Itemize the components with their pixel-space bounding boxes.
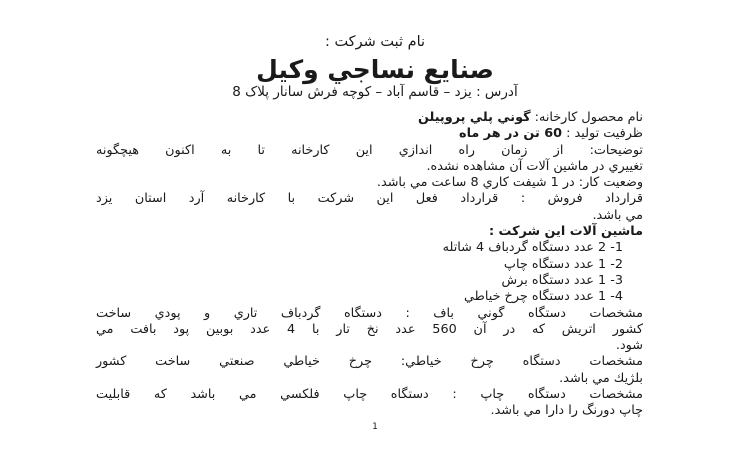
sewing-spec-line-2: بلژيك مي باشد. <box>559 370 643 386</box>
sales-contract-line-1 <box>96 191 643 207</box>
capacity-value: 60 تن در هر ماه <box>459 126 563 142</box>
machines-list <box>96 240 643 305</box>
sewing-spec-line-1: مشخصات دستگاه چرخ خياطي: چرخ خياطي صنعتي ساخت كشور <box>96 354 643 370</box>
description-text-1: از زمان راه اندازي اين كارخانه تا به اكنون هيچگونه <box>96 142 564 158</box>
page-number: 1 <box>372 422 378 432</box>
print-spec-line-1: مشخصات دستگاه چاپ : دستگاه چاپ فلكسي مي باشد كه قابليت <box>96 387 643 403</box>
product-line <box>96 110 643 126</box>
machine-item-2: 2- 1 عدد دستگاه چاپ <box>503 256 623 272</box>
registered-name-label: نام ثبت شرکت : <box>324 34 426 50</box>
description-line-1 <box>96 143 643 159</box>
capacity-line <box>96 126 643 142</box>
description-label: توضيحات: <box>589 142 643 158</box>
print-spec-line-2: چاپ دورنگ را دارا مي باشد. <box>490 403 643 419</box>
document-body <box>96 110 643 420</box>
machine-item-4: 4- 1 عدد دستگاه چرخ خياطي <box>463 289 623 305</box>
sales-contract-text-1: قرارداد فعل اين شركت با كارخانه آرد استان يزد <box>96 191 499 207</box>
machine-item-1: 1- 2 عدد دستگاه گردباف 4 شاتله <box>442 240 623 256</box>
loom-spec-line-2: كشور اتريش كه در آن 560 عدد نخ تار با 4 عدد بوبين پود بافت مي <box>96 321 643 337</box>
capacity-label: ظرفيت توليد : <box>566 126 643 142</box>
work-status-line <box>96 175 643 191</box>
product-value: گوني پلي پروپيلن <box>417 110 531 125</box>
machine-item-3: 3- 1 عدد دستگاه برش <box>501 272 623 288</box>
product-label: نام محصول كارخانه: <box>534 110 643 125</box>
machines-heading: ماشين آلات اين شركت : <box>488 224 643 240</box>
description-line-2: تغييري در ماشين آلات آن مشاهده نشده. <box>426 158 643 174</box>
address-label: آدرس : <box>476 84 518 100</box>
loom-spec-line-3: شود. <box>615 338 643 354</box>
loom-spec-line-1: مشخصات دستگاه گوني باف : دستگاه گردباف تاري و پودي ساخت <box>96 305 643 321</box>
work-status-label: وضعيت كار: <box>578 175 643 191</box>
company-name-title: صنايع نساجي وكيل <box>256 55 494 84</box>
work-status-value: در 1 شيفت كاري 8 ساعت مي باشد. <box>376 175 575 191</box>
sales-contract-label: قرارداد فروش : <box>520 191 643 207</box>
address-line <box>0 84 750 100</box>
address-value: يزد – قاسم آباد – کوچه فرش سانار پلاک 8 <box>232 84 472 100</box>
sales-contract-line-2: مي باشد. <box>592 207 643 223</box>
